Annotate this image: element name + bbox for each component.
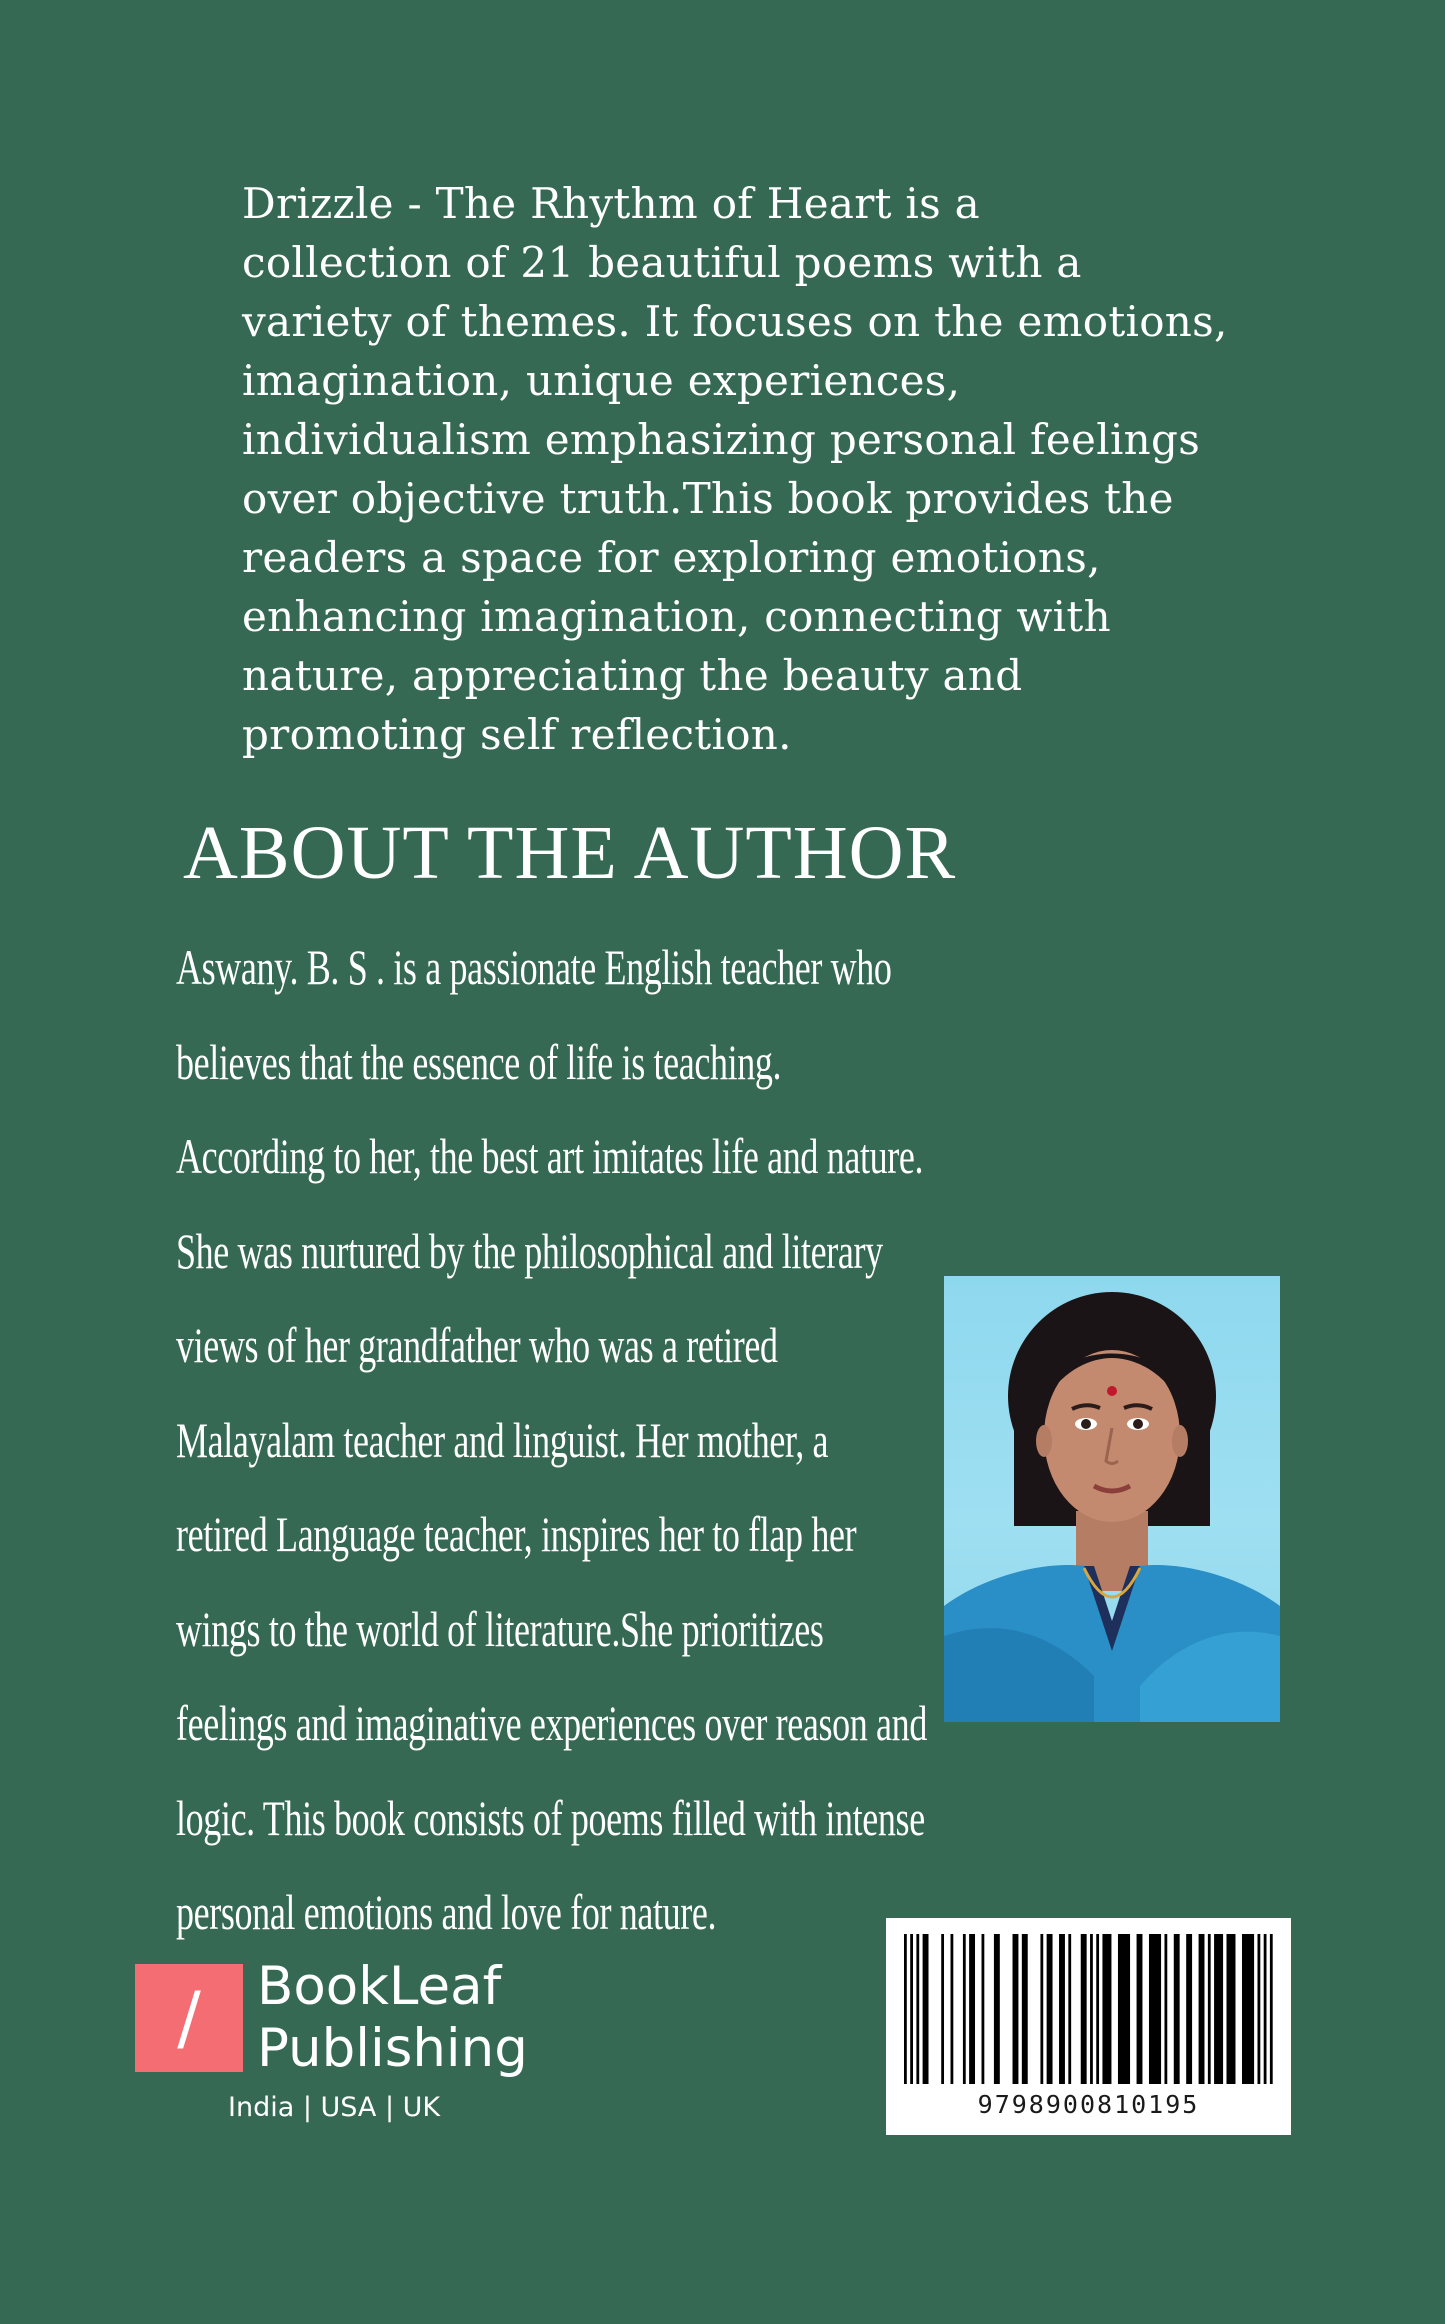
barcode-bar bbox=[994, 1934, 1000, 2084]
bio-line: views of her grandfather who was a retired bbox=[176, 1317, 778, 1373]
barcode-bar bbox=[1164, 1934, 1167, 2084]
barcode-bars bbox=[904, 1934, 1273, 2084]
barcode-number: 9798900810195 bbox=[977, 2090, 1200, 2119]
barcode-bar bbox=[1096, 1934, 1099, 2084]
barcode bbox=[886, 1918, 1291, 2135]
publisher-name-line1: BookLeaf bbox=[257, 1956, 502, 2017]
barcode-bar bbox=[1242, 1934, 1254, 2084]
barcode-bar bbox=[1226, 1934, 1235, 2084]
bio-line: retired Language teacher, inspires her to flap her bbox=[176, 1506, 857, 1562]
blurb-line: over objective truth.This book provides the bbox=[242, 474, 1174, 523]
author-portrait-illustration bbox=[944, 1276, 1280, 1722]
barcode-bar bbox=[923, 1934, 929, 2084]
bio-line: believes that the essence of life is teaching. bbox=[176, 1033, 782, 1090]
publisher-name-line2: Publishing bbox=[257, 2018, 528, 2079]
blurb-line: collection of 21 beautiful poems with a bbox=[242, 238, 1082, 287]
barcode-bar bbox=[904, 1934, 907, 2084]
barcode-bar bbox=[963, 1934, 966, 2084]
barcode-bar bbox=[951, 1934, 954, 2084]
author-bio bbox=[176, 920, 927, 1960]
blurb-line: imagination, unique experiences, bbox=[242, 356, 961, 405]
barcode-bar bbox=[1040, 1934, 1043, 2084]
barcode-bar bbox=[1022, 1934, 1028, 2084]
barcode-bar bbox=[1149, 1934, 1161, 2084]
bio-line: Malayalam teacher and linguist. Her mother, a bbox=[176, 1411, 829, 1468]
publisher-mark: / bbox=[135, 1964, 243, 2072]
bio-line: feelings and imaginative experiences over reason and bbox=[176, 1695, 927, 1751]
barcode-bar bbox=[1214, 1934, 1223, 2084]
bio-line: wings to the world of literature.She prioritizes bbox=[176, 1600, 824, 1657]
barcode-bar bbox=[1186, 1934, 1192, 2084]
bio-line: According to her, the best art imitates life and nature. bbox=[176, 1128, 924, 1184]
barcode-bar bbox=[916, 1934, 919, 2084]
barcode-bar bbox=[1090, 1934, 1093, 2084]
barcode-bar bbox=[1264, 1934, 1267, 2084]
bio-line: personal emotions and love for nature. bbox=[176, 1884, 717, 1940]
barcode-bar bbox=[1102, 1934, 1111, 2084]
barcode-bar bbox=[1118, 1934, 1130, 2084]
barcode-bar bbox=[1013, 1934, 1019, 2084]
publisher-name bbox=[257, 1956, 528, 2080]
blurb-line: nature, appreciating the beauty and bbox=[242, 651, 1023, 700]
barcode-bar bbox=[1208, 1934, 1211, 2084]
publisher-regions: India | USA | UK bbox=[228, 2092, 441, 2123]
blurb-line: readers a space for exploring emotions, bbox=[242, 533, 1101, 582]
bio-line: logic. This book consists of poems filled with intense bbox=[176, 1789, 925, 1846]
about-author-heading: ABOUT THE AUTHOR bbox=[183, 811, 957, 895]
book-blurb bbox=[242, 174, 1362, 764]
barcode-bar bbox=[1199, 1934, 1205, 2084]
blurb-line: promoting self reflection. bbox=[242, 710, 792, 759]
barcode-bar bbox=[1174, 1934, 1180, 2084]
bio-line: She was nurtured by the philosophical and literary bbox=[176, 1222, 883, 1279]
barcode-bar bbox=[1137, 1934, 1143, 2084]
blurb-line: individualism emphasizing personal feelings bbox=[242, 415, 1201, 464]
barcode-bar bbox=[969, 1934, 975, 2084]
barcode-bar bbox=[1270, 1934, 1273, 2084]
barcode-bar bbox=[1047, 1934, 1053, 2084]
barcode-bar bbox=[1081, 1934, 1087, 2084]
author-photo bbox=[944, 1276, 1280, 1722]
barcode-bar bbox=[1258, 1934, 1261, 2084]
barcode-bar bbox=[1059, 1934, 1065, 2084]
blurb-line: variety of themes. It focuses on the emotions, bbox=[242, 297, 1228, 346]
barcode-bar bbox=[1068, 1934, 1071, 2084]
barcode-bar bbox=[910, 1934, 913, 2084]
publisher-logo bbox=[135, 1956, 555, 2124]
barcode-bar bbox=[982, 1934, 985, 2084]
blurb-line: enhancing imagination, connecting with bbox=[242, 592, 1111, 641]
bio-line: Aswany. B. S . is a passionate English teacher who bbox=[176, 939, 892, 995]
blurb-line: Drizzle - The Rhythm of Heart is a bbox=[242, 179, 980, 228]
barcode-bar bbox=[941, 1934, 944, 2084]
